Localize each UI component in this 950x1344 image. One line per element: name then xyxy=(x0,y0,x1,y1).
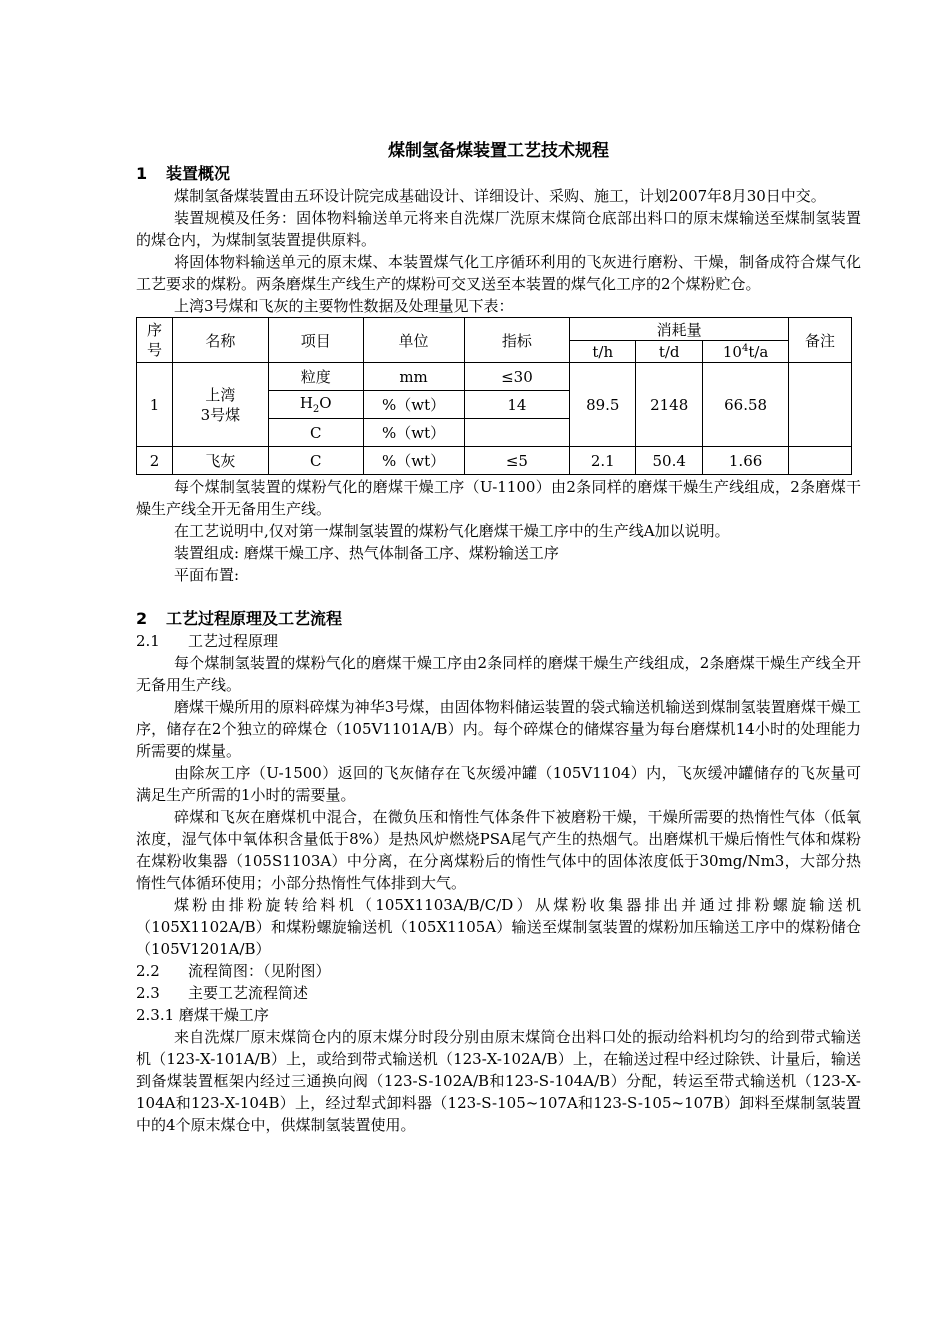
section-2-heading xyxy=(136,608,861,630)
section-2-title: 工艺过程原理及工艺流程 xyxy=(166,609,343,628)
section-2-number: 2 xyxy=(136,609,148,628)
header-seq: 序号 xyxy=(137,318,173,363)
section-1-title: 装置概况 xyxy=(166,164,231,183)
row1-index-water: 14 xyxy=(464,391,570,419)
header-t-per-day: t/d xyxy=(636,341,703,363)
row1-item-carbon: C xyxy=(268,419,363,447)
paragraph: 装置组成: 磨煤干燥工序、热气体制备工序、煤粉输送工序 xyxy=(174,544,559,562)
subsection-2-3-1: 2.3.1 磨煤干燥工序 xyxy=(136,1006,269,1024)
paragraph: 磨煤干燥所用的原料碎煤为神华3号煤，由固体物料储运装置的袋式输送机输送到煤制氢装置磨煤干燥工序，储存在2个独立的碎煤仓（105V1101A/B）内。每个碎煤仓的储煤容量为每台磨煤机14小时的处理能力所需要的煤量。 xyxy=(136,698,861,760)
paragraph: 由除灰工序（U-1500）返回的飞灰储存在飞灰缓冲罐（105V1104）内，飞灰缓冲罐储存的飞灰量可满足生产所需的1小时的需要量。 xyxy=(136,764,861,804)
paragraph: 来自洗煤厂原末煤筒仓内的原末煤分时段分别由原末煤筒仓出料口处的振动给料机均匀的给到带式输送机（123-X-101A/B）上，或给到带式输送机（123-X-102A/B）上，在输送过程中经过除铁、计量后，输送到备煤装置框架内经过三通换向阀（123-S-102A/B和123-S-104A/B）分配，转运至带式输送机（123-X-104A和123-X-104B）上，经过犁式卸料器（123-S-105~107A和123-S-105~107B）卸料至煤制氢装置中的4个原末煤仓中，供煤制氢装置使用。 xyxy=(136,1028,861,1134)
row1-t-per-day: 2148 xyxy=(636,363,703,447)
row1-index-granularity: ≤30 xyxy=(464,363,570,391)
row1-item-water: $H_2O$ xyxy=(268,391,363,419)
row2-seq: 2 xyxy=(137,447,173,475)
row1-item-granularity: 粒度 xyxy=(268,363,363,391)
document-page xyxy=(136,130,861,1136)
section-1-heading xyxy=(136,163,861,185)
header-consumption: 消耗量 xyxy=(570,318,789,341)
paragraph: 将固体物料输送单元的原末煤、本装置煤气化工序循环利用的飞灰进行磨粉、干燥，制备成符合煤气化工艺要求的煤粉。两条磨煤生产线生产的煤粉可交叉送至本装置的煤气化工序的2个煤粉贮仓。 xyxy=(136,253,861,293)
row2-t-per-hour: 2.1 xyxy=(570,447,636,475)
row1-note xyxy=(789,363,852,447)
paragraph: 碎煤和飞灰在磨煤机中混合，在微负压和惰性气体条件下被磨粉干燥，干燥所需要的热惰性气体（低氧浓度，湿气体中氧体积含量低于8%）是热风炉燃烧PSA尾气产生的热烟气。出磨煤机干燥后惰性气体和煤粉在煤粉收集器（105S1103A）中分离，在分离煤粉后的惰性气体中的固体浓度低于30mg/Nm3，大部分热惰性气体循环使用；小部分热惰性气体排到大气。 xyxy=(136,808,861,892)
coal-property-table xyxy=(136,317,852,475)
paragraph: 每个煤制氢装置的煤粉气化的磨煤干燥工序由2条同样的磨煤干燥生产线组成，2条磨煤干燥生产线全开无备用生产线。 xyxy=(136,654,861,694)
subsection-2-3: 2.3 主要工艺流程简述 xyxy=(136,984,309,1002)
row1-t-per-year: 66.58 xyxy=(703,363,789,447)
header-t-per-year: $10^4t/a$ xyxy=(703,341,789,363)
row1-name: 上湾 3号煤 xyxy=(172,363,268,447)
paragraph: 装置规模及任务：固体物料输送单元将来自洗煤厂洗原末煤筒仓底部出料口的原末煤输送至煤制氢装置的煤仓内，为煤制氢装置提供原料。 xyxy=(136,209,861,249)
header-unit: 单位 xyxy=(363,318,464,363)
paragraph: 在工艺说明中,仅对第一煤制氢装置的煤粉气化磨煤干燥工序中的生产线A加以说明。 xyxy=(174,522,730,540)
paragraph: 每个煤制氢装置的煤粉气化的磨煤干燥工序（U-1100）由2条同样的磨煤干燥生产线组成，2条磨煤干燥生产线全开无备用生产线。 xyxy=(136,478,861,518)
row2-note xyxy=(789,447,852,475)
row2-name: 飞灰 xyxy=(172,447,268,475)
document-title: 煤制氢备煤装置工艺技术规程 xyxy=(388,141,609,161)
row1-unit-mm: mm xyxy=(363,363,464,391)
paragraph: 平面布置: xyxy=(174,566,240,584)
row1-seq: 1 xyxy=(137,363,173,447)
header-t-per-hour: t/h xyxy=(570,341,636,363)
header-item: 项目 xyxy=(268,318,363,363)
header-note: 备注 xyxy=(789,318,852,363)
row2-item: C xyxy=(268,447,363,475)
table-caption: 上湾3号煤和飞灰的主要物性数据及处理量见下表： xyxy=(174,297,514,315)
row1-t-per-hour: 89.5 xyxy=(570,363,636,447)
header-name: 名称 xyxy=(172,318,268,363)
paragraph: 煤粉由排粉旋转给料机（105X1103A/B/C/D）从煤粉收集器排出并通过排粉螺旋输送机（105X1102A/B）和煤粉螺旋输送机（105X1105A）输送至煤制氢装置的煤粉加压输送工序中的煤粉储仓（105V1201A/B） xyxy=(136,896,861,958)
subsection-2-2: 2.2 流程简图：（见附图） xyxy=(136,962,331,980)
row2-unit: %（wt） xyxy=(363,447,464,475)
subsection-2-1: 2.1 工艺过程原理 xyxy=(136,632,279,650)
section-1-number: 1 xyxy=(136,164,148,183)
row1-unit-water: %（wt） xyxy=(363,391,464,419)
row2-t-per-day: 50.4 xyxy=(636,447,703,475)
row1-unit-carbon: %（wt） xyxy=(363,419,464,447)
paragraph: 煤制氢备煤装置由五环设计院完成基础设计、详细设计、采购、施工，计划2007年8月30日中交。 xyxy=(174,187,826,205)
header-index: 指标 xyxy=(464,318,570,363)
row2-t-per-year: 1.66 xyxy=(703,447,789,475)
row1-index-carbon xyxy=(464,419,570,447)
row2-index: ≤5 xyxy=(464,447,570,475)
